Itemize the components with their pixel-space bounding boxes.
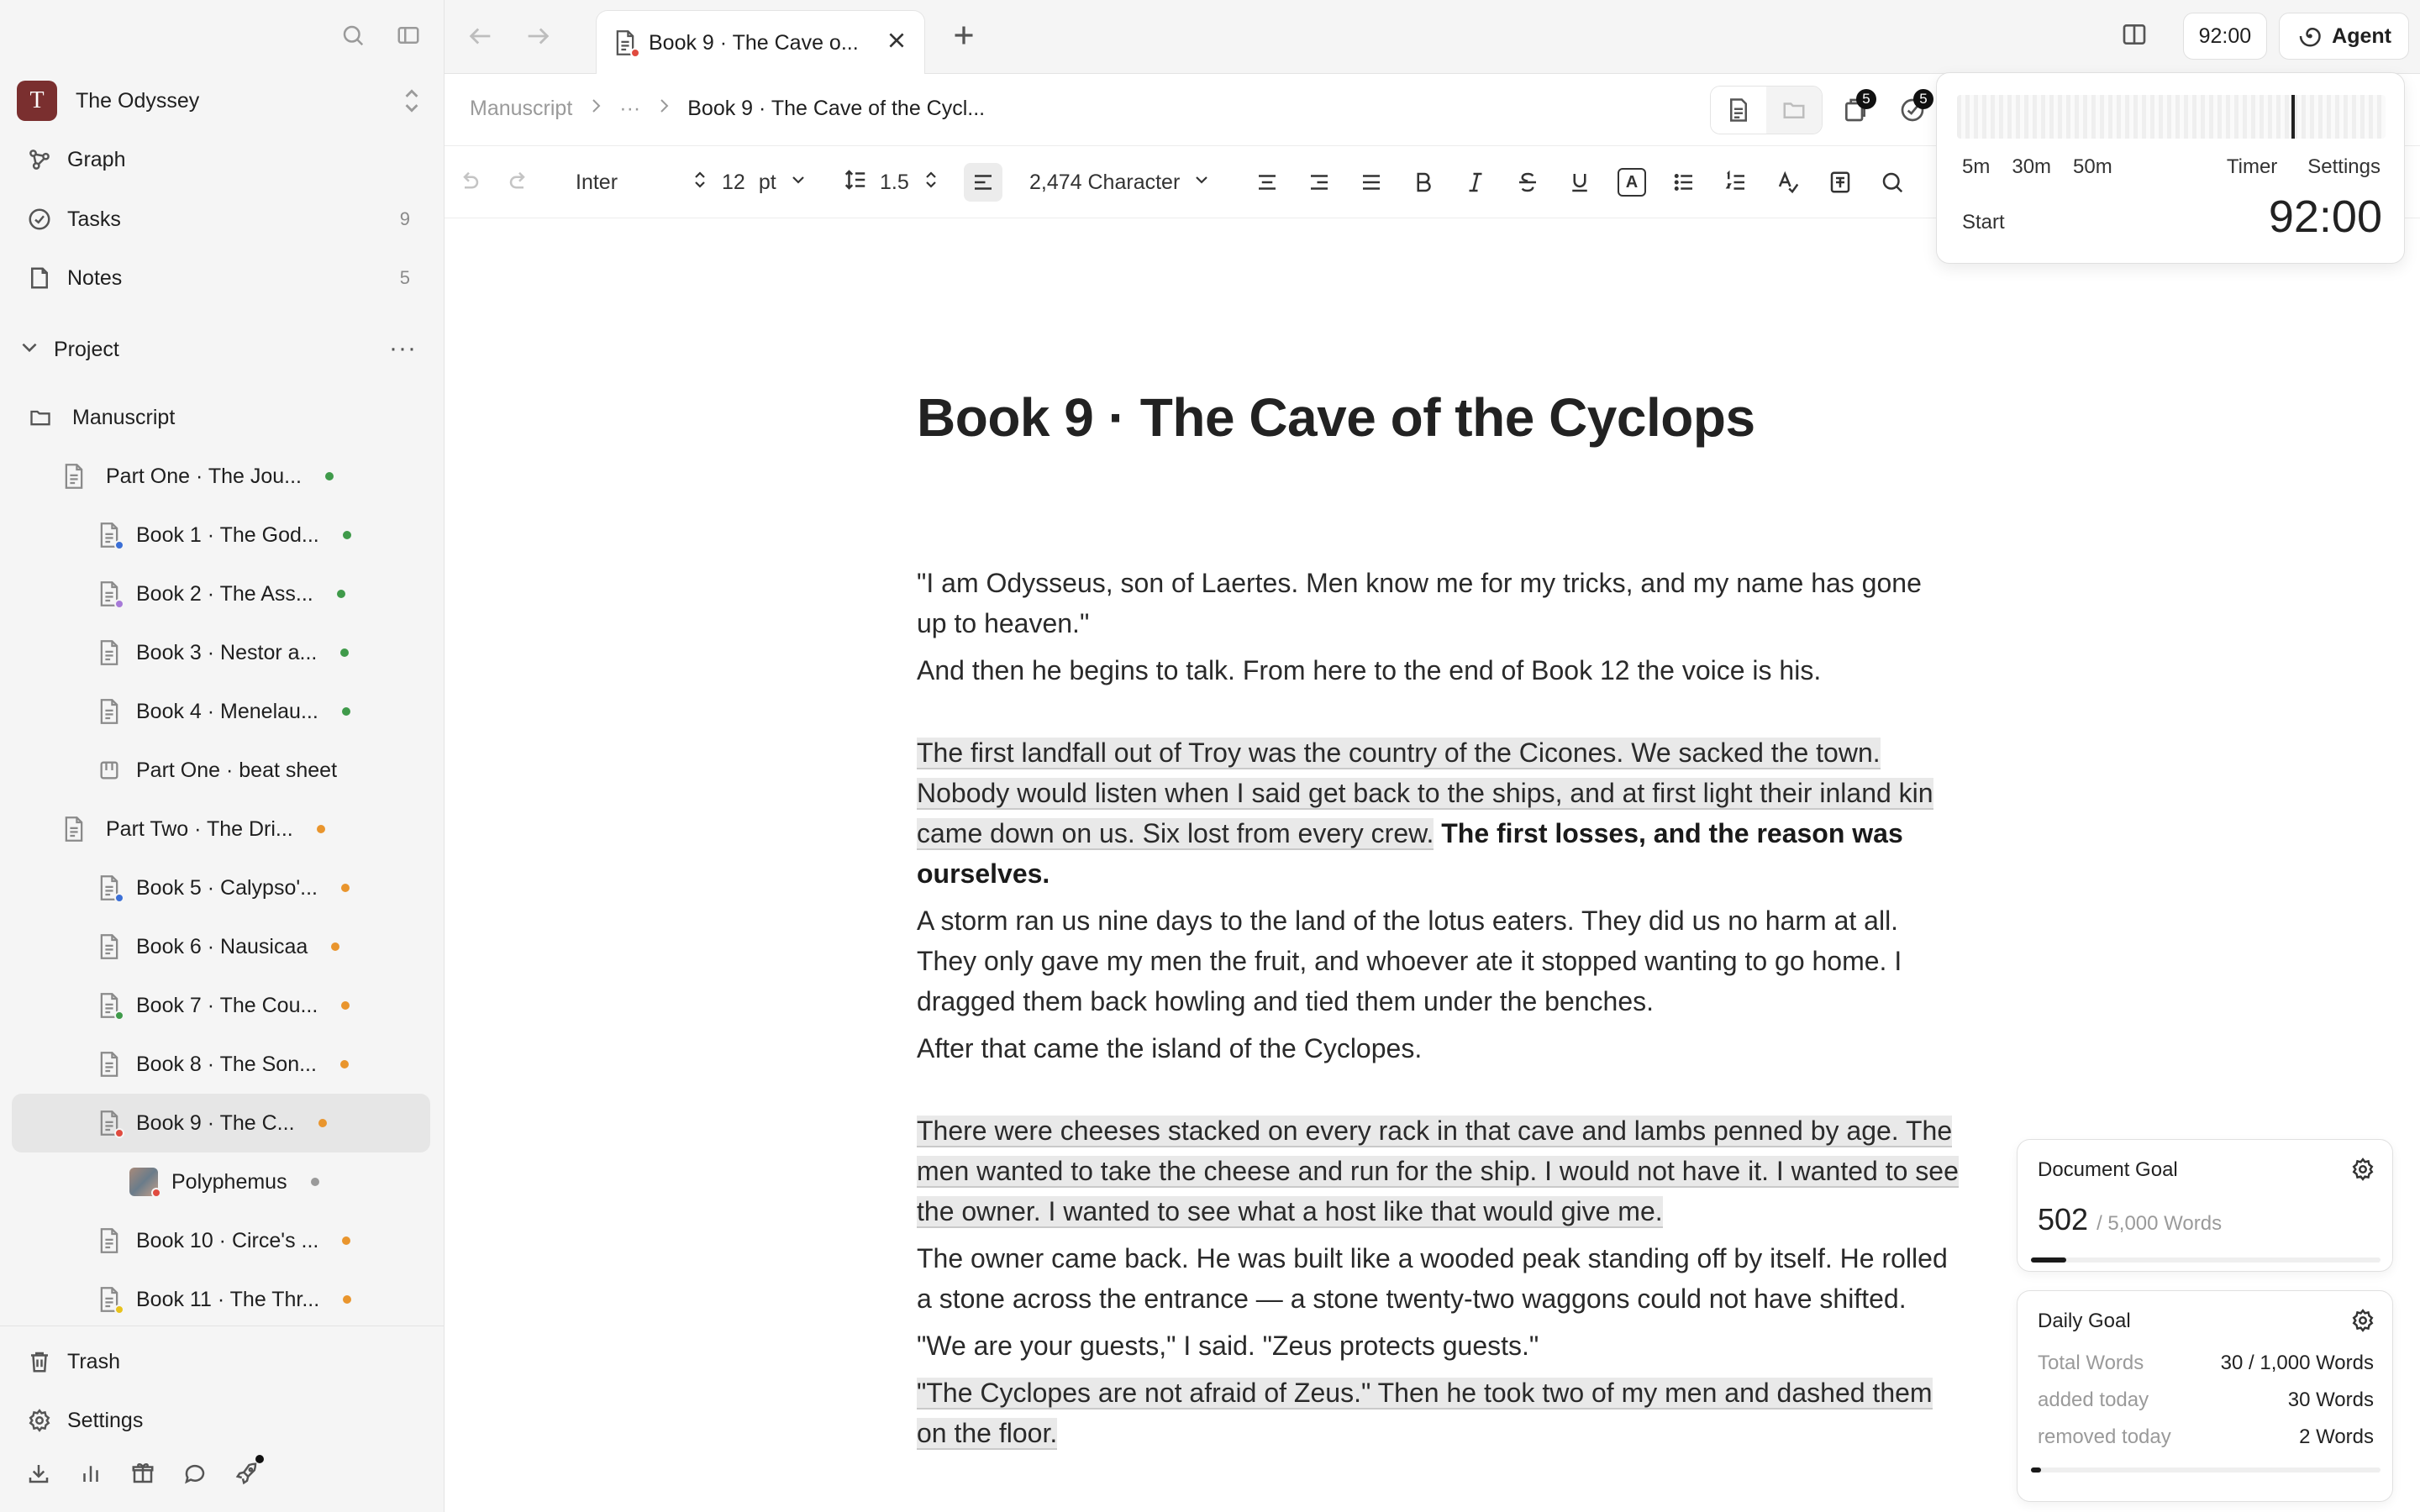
chevron-down-icon <box>788 170 808 196</box>
plus-icon[interactable] <box>949 20 979 55</box>
status-dot <box>343 531 351 539</box>
download-icon[interactable] <box>24 1458 54 1488</box>
paragraph-text: "We are your guests," I said. "Zeus protects guests." <box>917 1331 1539 1361</box>
daily-goal-value: 30 / 1,000 Words <box>2220 1352 2374 1374</box>
label-color-dot <box>114 1128 124 1138</box>
count-mode-value: 2,474 Character <box>1029 170 1181 194</box>
chevron-down-icon[interactable] <box>18 336 40 364</box>
tree-item[interactable] <box>12 1211 430 1270</box>
project-section-header[interactable] <box>18 329 422 370</box>
document-icon <box>96 638 123 668</box>
count-mode-select[interactable] <box>1029 163 1212 202</box>
chat-icon[interactable] <box>180 1458 210 1488</box>
daily-goal-progress-fill <box>2031 1467 2041 1473</box>
tree-item-label: Manuscript <box>72 405 176 429</box>
document-view-icon[interactable] <box>1711 87 1766 134</box>
sidebar-item-label: Graph <box>67 147 126 171</box>
document-icon <box>96 1108 123 1138</box>
view-tools <box>1710 86 1937 134</box>
sidebar-item-tasks[interactable] <box>25 198 420 240</box>
project-tree <box>12 388 430 1329</box>
document-goal-count <box>2038 1202 2222 1237</box>
daily-goal-value: 2 Words <box>2299 1425 2374 1448</box>
insert-note-icon[interactable] <box>1828 163 1853 202</box>
redo-icon[interactable] <box>507 163 532 202</box>
highlighted-text: There were cheeses stacked on every rack in that cave and lambs penned by age. The men wanted to take the cheese and run for the ship. I would not have it. I wanted to see the owner. I wanted to see what a host like that would give me. <box>917 1116 1959 1226</box>
paragraph-text: The owner came back. He was built like a wooded peak standing off by itself. He rolled a stone across the entrance — a stone twenty-two waggons could not have shifted. <box>917 1243 1948 1314</box>
agent-button[interactable] <box>2279 13 2409 60</box>
close-icon[interactable] <box>886 29 908 57</box>
tab-settings[interactable]: Settings <box>2307 155 2381 178</box>
tree-item[interactable] <box>12 623 430 682</box>
document-body[interactable] <box>917 386 1959 1460</box>
label-color-dot <box>114 540 124 550</box>
gear-icon <box>25 1406 54 1435</box>
spellcheck-icon[interactable] <box>1776 163 1801 202</box>
spiral-icon <box>2296 24 2322 49</box>
gear-icon[interactable] <box>2350 1157 2375 1186</box>
label-color-dot <box>114 1011 124 1021</box>
numbered-list-icon[interactable] <box>1723 163 1749 202</box>
search-icon[interactable] <box>338 20 368 50</box>
breadcrumb-current: Book 9 · The Cave of the Cycl... <box>687 97 986 120</box>
document-icon <box>613 29 637 56</box>
sidebar-item-notes[interactable] <box>25 257 420 299</box>
split-view-icon[interactable] <box>2121 21 2148 52</box>
align-left-button[interactable] <box>964 163 1002 202</box>
document-goal-card <box>2017 1139 2393 1272</box>
chevron-up-down-icon <box>921 170 941 196</box>
font-family-select[interactable] <box>576 163 710 202</box>
section-label: Project <box>54 337 119 361</box>
align-center-icon[interactable] <box>1255 163 1280 202</box>
status-dot <box>331 942 339 951</box>
tree-item-label: Book 7 · The Cou... <box>136 993 318 1017</box>
tree-item[interactable] <box>12 1094 430 1152</box>
daily-goal-row-removed <box>2038 1425 2374 1449</box>
align-justify-icon[interactable] <box>1359 163 1384 202</box>
paragraph-text: And then he begins to talk. From here to the end of Book 12 the voice is his. <box>917 655 1822 685</box>
font-size-unit: pt <box>758 170 776 194</box>
bullet-list-icon[interactable] <box>1671 163 1697 202</box>
status-dot <box>341 884 350 892</box>
paragraph[interactable] <box>917 732 1959 894</box>
status-dot <box>325 472 334 480</box>
workspace-switcher[interactable] <box>17 81 429 121</box>
tree-item-label: Book 11 · The Thr... <box>136 1287 320 1311</box>
status-dot <box>340 648 349 657</box>
tree-item-label: Part One · The Jou... <box>106 464 302 488</box>
tasks-badge: 5 <box>1913 89 1933 109</box>
daily-goal-key: added today <box>2038 1389 2149 1411</box>
tree-item-label: Part Two · The Dri... <box>106 816 293 841</box>
tab-bar-actions <box>2121 12 2409 60</box>
timer-ruler[interactable] <box>1957 95 2386 139</box>
daily-goal-row-total <box>2038 1352 2374 1375</box>
document-icon <box>96 520 123 550</box>
tasks-count: 9 <box>399 208 410 229</box>
highlighted-text: The first landfall out of Troy was the country of the Cicones. We sacked the town. Nobody would listen when I said get back to the ships, and at first light their inland kin came down on us. Six lost from every crew. <box>917 738 1933 848</box>
tree-item[interactable] <box>12 447 430 506</box>
tree-item-label: Part One · beat sheet <box>136 758 338 782</box>
timer-preset-5m[interactable]: 5m <box>1962 155 1991 178</box>
sidebar-item-label: Settings <box>67 1408 144 1432</box>
image-thumbnail <box>129 1168 158 1196</box>
status-dot <box>342 1236 350 1245</box>
undo-icon[interactable] <box>456 163 481 202</box>
tab-timer[interactable]: Timer <box>2226 155 2278 178</box>
tab-label: Book 9 · The Cave o... <box>649 30 859 55</box>
search-icon[interactable] <box>1880 163 1905 202</box>
document-goal-title: Document Goal <box>2038 1158 2178 1181</box>
pages-badge: 5 <box>1856 89 1876 109</box>
tree-item-label: Book 9 · The C... <box>136 1110 295 1135</box>
tree-item-label: Book 6 · Nausicaa <box>136 934 308 958</box>
document-title[interactable]: Book 9 · The Cave of the Cyclops <box>917 387 1755 448</box>
timer-preset-50m[interactable]: 50m <box>2073 155 2112 178</box>
sidebar-item-settings[interactable] <box>25 1399 420 1441</box>
tree-item-label: Book 1 · The God... <box>136 522 319 547</box>
gear-icon[interactable] <box>2350 1308 2375 1337</box>
tree-item-label: Book 5 · Calypso'... <box>136 875 318 900</box>
tree-item[interactable] <box>12 682 430 741</box>
document-goal-progress <box>2031 1257 2381 1263</box>
line-height-icon <box>843 167 868 198</box>
paragraph[interactable] <box>917 1028 1959 1068</box>
timer-popover <box>1936 72 2405 264</box>
timer-ruler-marker[interactable] <box>2291 95 2295 139</box>
status-dot <box>341 1001 350 1010</box>
document-icon <box>96 1049 123 1079</box>
timer-presets <box>1962 155 2112 179</box>
paragraph-text: "I am Odysseus, son of Laertes. Men know me for my tricks, and my name has gone up to heaven." <box>917 568 1922 638</box>
pages-button[interactable] <box>1831 86 1880 134</box>
chevron-right-icon <box>640 96 687 122</box>
notification-dot <box>255 1455 264 1463</box>
daily-goal-key: Total Words <box>2038 1352 2144 1374</box>
label-color-dot <box>114 893 124 903</box>
board-icon <box>96 755 123 785</box>
underline-icon[interactable] <box>1567 163 1592 202</box>
breadcrumb <box>470 96 985 122</box>
daily-goal-title: Daily Goal <box>2038 1310 2131 1332</box>
align-left-icon <box>971 170 996 195</box>
document-icon <box>96 990 123 1021</box>
tree-item[interactable] <box>12 858 430 917</box>
tree-item[interactable] <box>12 917 430 976</box>
document-goal-progress-fill <box>2031 1257 2066 1263</box>
view-mode-toggle <box>1710 86 1823 134</box>
chevron-up-down-icon <box>690 170 710 196</box>
bold-icon[interactable] <box>1411 163 1436 202</box>
paragraph[interactable] <box>917 1326 1959 1366</box>
trash-icon <box>25 1347 54 1376</box>
text-color-button[interactable] <box>1618 163 1646 202</box>
line-height-value: 1.5 <box>880 170 909 194</box>
status-dot <box>343 1295 351 1304</box>
chevron-up-down-icon[interactable] <box>400 86 424 120</box>
sidebar-item-label: Trash <box>67 1349 120 1373</box>
align-right-icon[interactable] <box>1307 163 1332 202</box>
daily-goal-row-added <box>2038 1389 2374 1412</box>
folder-icon <box>27 402 54 433</box>
text-color-icon: A <box>1618 168 1646 197</box>
label-color-dot <box>114 599 124 609</box>
sidebar-item-trash[interactable] <box>25 1341 420 1383</box>
paragraph[interactable] <box>917 1110 1959 1231</box>
status-dot <box>340 1060 349 1068</box>
document-icon <box>96 1226 123 1256</box>
document-goal-current: 502 <box>2038 1202 2089 1236</box>
sidebar-item-label: Notes <box>67 265 123 290</box>
tree-item-label: Polyphemus <box>171 1169 287 1194</box>
status-dot <box>337 590 345 598</box>
paragraph-text: After that came the island of the Cyclopes. <box>917 1033 1423 1063</box>
daily-goal-card <box>2017 1290 2393 1502</box>
note-icon <box>25 264 54 292</box>
sidebar-item-graph[interactable] <box>25 139 420 181</box>
paragraph[interactable] <box>917 650 1959 690</box>
stats-icon[interactable] <box>76 1458 106 1488</box>
document-icon <box>96 873 123 903</box>
tree-item-label: Book 3 · Nestor a... <box>136 640 318 664</box>
sidebar <box>0 0 444 1512</box>
paragraph[interactable] <box>917 563 1959 643</box>
status-dot <box>311 1178 319 1186</box>
sidebar-item-label: Tasks <box>67 207 121 231</box>
timer-button[interactable]: 92:00 <box>2183 13 2268 60</box>
timer-start-button[interactable]: Start <box>1962 211 2005 234</box>
forward-arrow-icon[interactable] <box>523 22 552 55</box>
timer-display: 92:00 <box>2268 192 2382 242</box>
graph-icon <box>25 145 54 174</box>
status-dot <box>318 1119 327 1127</box>
document-icon <box>96 579 123 609</box>
document-icon <box>60 461 87 491</box>
daily-goal-progress <box>2031 1467 2381 1473</box>
notes-count: 5 <box>399 267 410 288</box>
history-nav <box>466 22 552 55</box>
gift-icon[interactable] <box>128 1458 158 1488</box>
paragraph[interactable] <box>917 900 1959 1021</box>
tree-item[interactable] <box>12 564 430 623</box>
strikethrough-icon[interactable] <box>1515 163 1540 202</box>
label-color-dot <box>114 1305 124 1315</box>
status-dot <box>342 707 350 716</box>
daily-goal-key: removed today <box>2038 1425 2171 1448</box>
timer-preset-30m[interactable]: 30m <box>2012 155 2052 178</box>
font-family-value: Inter <box>576 170 618 194</box>
agent-label: Agent <box>2332 24 2391 48</box>
workspace-name: The Odyssey <box>76 88 200 113</box>
sidebar-top-actions <box>338 20 424 50</box>
line-height-select[interactable] <box>843 163 941 202</box>
status-dot <box>630 48 640 58</box>
paragraph[interactable] <box>917 1373 1959 1453</box>
italic-icon[interactable] <box>1463 163 1488 202</box>
tasks-button[interactable] <box>1888 86 1937 134</box>
label-color-dot <box>151 1188 161 1198</box>
document-icon <box>96 932 123 962</box>
font-size-value: 12 <box>722 170 745 194</box>
workspace-avatar: T <box>17 81 57 121</box>
tree-item[interactable] <box>12 388 430 447</box>
tree-item-label: Book 2 · The Ass... <box>136 581 313 606</box>
paragraph-text: A storm ran us nine days to the land of the lotus eaters. They did us no harm at all. They only gave my men the fruit, and whoever ate it stopped wanting to go home. I dragged them back howling and tied them under the benches. <box>917 906 1902 1016</box>
bold-text: The first losses, and the reason was ourselves. <box>917 818 1903 889</box>
tree-item[interactable] <box>12 506 430 564</box>
document-paragraphs <box>917 563 1959 1453</box>
chevron-down-icon <box>1192 170 1212 196</box>
tree-item[interactable] <box>12 800 430 858</box>
tree-item[interactable] <box>12 976 430 1035</box>
tab-book-9[interactable] <box>596 10 925 75</box>
document-icon <box>96 696 123 727</box>
sidebar-toggle-icon[interactable] <box>393 20 424 50</box>
tree-item[interactable] <box>12 1152 430 1211</box>
rocket-icon[interactable] <box>232 1458 262 1488</box>
tree-item[interactable] <box>12 1270 430 1329</box>
more-options-icon[interactable]: ··· <box>389 334 417 362</box>
status-dot <box>317 825 325 833</box>
chevron-right-icon <box>572 96 619 122</box>
paragraph[interactable] <box>917 1238 1959 1319</box>
tree-item-label: Book 4 · Menelau... <box>136 699 318 723</box>
breadcrumb-ellipsis[interactable]: ··· <box>619 97 641 120</box>
folder-view-icon[interactable] <box>1766 87 1822 134</box>
back-arrow-icon[interactable] <box>466 22 495 55</box>
tree-item[interactable] <box>12 741 430 800</box>
breadcrumb-root[interactable]: Manuscript <box>470 97 573 120</box>
check-circle-icon <box>25 205 54 234</box>
tree-item-label: Book 10 · Circe's ... <box>136 1228 319 1252</box>
tree-item-label: Book 8 · The Son... <box>136 1052 317 1076</box>
font-size-select[interactable] <box>722 163 808 202</box>
document-goal-target: / 5,000 Words <box>2096 1212 2223 1235</box>
sidebar-footer-actions <box>24 1458 262 1488</box>
document-icon <box>60 814 87 844</box>
tree-item[interactable] <box>12 1035 430 1094</box>
daily-goal-value: 30 Words <box>2287 1389 2374 1411</box>
timer-tabs <box>2227 155 2381 179</box>
document-icon <box>96 1284 123 1315</box>
tab-bar <box>445 0 2420 74</box>
highlighted-text: "The Cyclopes are not afraid of Zeus." Then he took two of my men and dashed them on the floor. <box>917 1378 1933 1448</box>
